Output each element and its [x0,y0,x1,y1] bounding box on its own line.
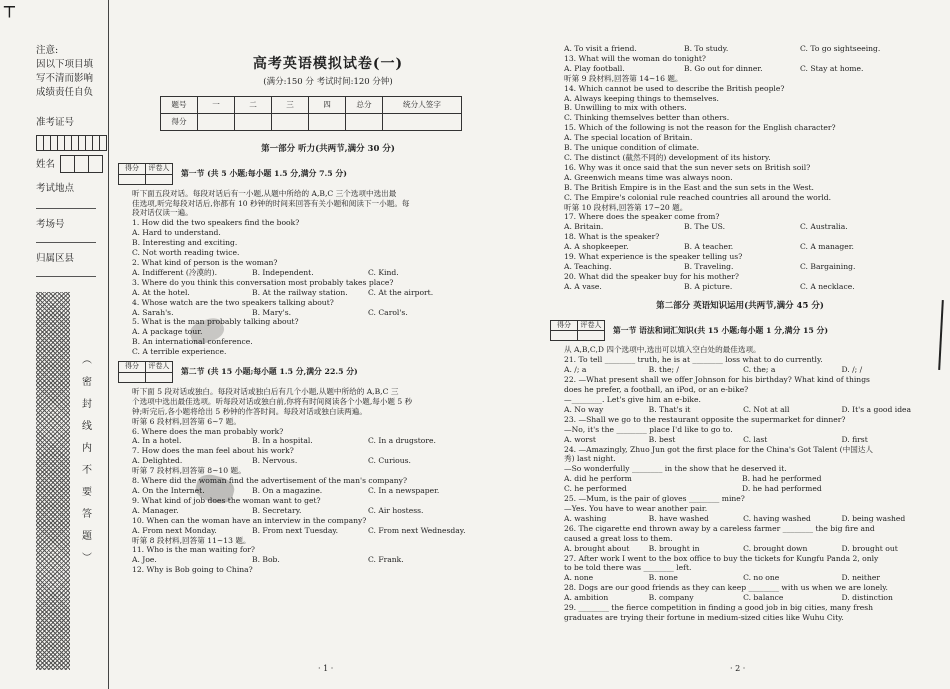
instruction-line: 听下面五段对话。每段对话后有一小题,从题中所给的 A,B,C 三个选项中选出最 [132,188,397,198]
question-line: 21. To tell ________ truth, he is at ________ loss what to do currently. [564,355,823,365]
question-line: C. A terrible experience. [132,347,227,357]
answer-option[interactable]: C. A necklace. [800,281,855,291]
instruction-line: 佳选项,听完每段对话后,你都有 10 秒钟的时间来回答有关小题和阅读下一小题。每 [132,198,410,208]
option-row [564,573,930,583]
option-row [132,555,538,565]
answer-option[interactable]: A. On the Internet. [132,486,205,495]
answer-option[interactable]: A. ambition [564,593,609,603]
answer-option[interactable]: C. Air hostess. [368,505,424,515]
part2-heading: 第二部分 英语知识运用(共两节,满分 45 分) [656,300,824,311]
option-row [564,242,930,252]
answer-option[interactable]: B. have washed [648,513,709,523]
seal-word: 线 [82,421,92,432]
answer-option[interactable]: C. the; a [743,365,776,375]
page-2 [550,44,930,623]
score-cell[interactable] [272,113,309,130]
score-table-row-label: 得分 [161,113,198,130]
question-line: A. The special location of Britain. [564,133,693,143]
grader-box[interactable] [118,163,173,185]
grader-score-label: 得分 [119,362,146,373]
question-line: B. Unwilling to mix with others. [564,103,687,113]
question-line: B. The unique condition of climate. [564,143,700,153]
option-row [132,506,538,516]
answer-option[interactable]: C. Australia. [800,222,848,232]
score-table-header: 二 [235,96,272,113]
question-line: 1. How did the two speakers find the book? [132,218,300,228]
answer-option[interactable]: B. From next Tuesday. [252,525,339,535]
answer-option[interactable]: B. On a magazine. [252,486,323,495]
answer-option[interactable]: D. It's a good idea [841,404,912,414]
question-line: does he prefer, a football, an iPod, or an e-bike? [564,385,749,395]
answer-option[interactable]: D. neither [841,573,880,583]
option-row [132,436,538,446]
score-table-header: 三 [272,96,309,113]
answer-option[interactable]: D. brought out [841,543,898,553]
grader-reviewer-cell[interactable] [578,331,605,341]
question-line: A. Hard to understand. [132,228,221,238]
question-line: 29. ________ the fierce competition in finding a good job in big cities, many fresh [564,603,873,613]
answer-option[interactable]: B. Go out for dinner. [684,63,763,73]
district-line[interactable] [36,276,96,277]
answer-option[interactable]: B. The US. [684,222,726,232]
question-line: C. The distinct (截然不同的) development of its history. [564,152,771,162]
instruction-line: 段对话仅读一遍。 [132,208,193,218]
answer-option[interactable]: C. balance [743,593,784,603]
score-table-header: 统分人签字 [383,96,462,113]
question-line: 27. After work I went to the box office to buy the tickets for Kungfu Panda 2, only [564,553,879,563]
question-line: 17. Where does the speaker come from? [564,212,720,222]
answer-option[interactable]: A. To visit a friend. [564,44,637,53]
question-line: 16. Why was it once said that the sun never sets on British soil? [564,162,811,172]
exam-title: 高考英语模拟试卷(一) [252,56,404,72]
answer-option[interactable]: B. brought in [648,543,700,553]
sec1-heading-line [118,163,538,185]
score-table [160,96,462,131]
answer-option[interactable]: C. At the airport. [368,287,434,297]
question-line: 23. —Shall we go to the restaurant opposite the supermarket for dinner? [564,414,846,424]
exam-room-label: 考场号 [36,219,65,230]
instruction-line: 钟;听完后,各小题将给出 5 秒钟的作答时间。每段对话或独白读两遍。 [132,406,367,416]
answer-option[interactable]: A. Manager. [132,505,179,515]
exam-room-line[interactable] [36,242,96,243]
answer-option[interactable]: D. distinction [841,593,893,603]
name-boxes[interactable] [60,155,102,173]
instruction-line: 个选项中选出最佳选项。听每段对话或独白前,你将有时间阅读各个小题,每小题 5 秒 [132,396,413,406]
pen-mark [938,300,944,370]
question-line: —Yes. You have to wear another pair. [564,503,708,513]
grader-reviewer-cell[interactable] [146,372,173,382]
question-line: B. Interesting and exciting. [132,238,238,248]
score-table-header: 总分 [346,96,383,113]
answer-option[interactable]: B. In a hospital. [252,436,313,446]
question-line: 3. Where do you think this conversation most probably takes place? [132,277,394,287]
seal-word: 答 [82,509,92,520]
answer-option[interactable]: A. Teaching. [564,261,612,271]
question-line: 听第 10 段材料,回答第 17~20 题。 [564,202,688,212]
corner-mark: ┬ [4,0,15,18]
answer-option[interactable]: A. At the hotel. [132,287,190,297]
sec1-questions [118,218,538,357]
question-line: 8. Where did the woman find the advertisement of the man's company? [132,476,408,486]
option-row [564,222,930,232]
seal-line-notice [80,350,94,570]
option-row [132,268,538,278]
question-line: A. Always keeping things to themselves. [564,93,719,103]
sec2-heading-line [118,361,538,383]
question-line: —No, it's the ________ place I'd like to go to. [564,424,733,434]
question-line: 15. Which of the following is not the reason for the English character? [564,123,836,133]
question-line: caused a great loss to them. [564,533,673,543]
score-cell[interactable] [235,113,272,130]
answer-option[interactable]: B. Independent. [252,267,314,277]
sec2-heading: 第二节 (共 15 小题;每小题 1.5 分,满分 22.5 分) [181,367,358,377]
option-row [564,435,930,445]
question-line: —So wonderfully ________ in the show that he deserved it. [564,464,787,474]
question-line: 11. Who is the man waiting for? [132,545,255,555]
answer-option[interactable]: D. he had performed [742,484,822,494]
option-row [564,405,930,415]
question-line: 4. Whose watch are the two speakers talking about? [132,297,334,307]
answer-option[interactable]: C. Frank. [368,555,404,565]
answer-option[interactable]: A. none [564,573,594,583]
option-row [132,486,538,496]
question-line: 听第 7 段材料,回答第 8~10 题。 [132,466,246,476]
answer-option[interactable]: A. In a hotel. [132,436,182,446]
answer-option[interactable]: C. From next Wednesday. [368,525,466,535]
seal-word: 不 [82,465,92,476]
answer-option[interactable]: A. Joe. [132,555,157,565]
part2-sec1-heading-line [550,320,930,342]
score-cell[interactable] [383,113,462,130]
option-row [564,64,930,74]
question-line: C. Not worth reading twice. [132,248,240,258]
answer-option[interactable]: D. /; / [841,365,863,375]
question-line: 18. What is the speaker? [564,232,660,242]
answer-option[interactable]: A. From next Monday. [132,525,217,535]
answer-option[interactable]: A. Sarah's. [132,307,174,317]
grader-score-cell[interactable] [551,331,578,341]
option-row [564,365,930,375]
option-row [132,288,538,298]
grader-score-label: 得分 [551,320,578,331]
score-table-header: 一 [198,96,235,113]
part2-sec1-heading: 第一节 语法和词汇知识(共 15 小题;每小题 1 分,满分 15 分) [613,325,829,335]
answer-option[interactable]: B. Traveling. [684,261,734,271]
name-label: 姓名 [36,159,56,170]
sec2-instructions [118,387,538,417]
page-number-2: · 2 · [730,664,746,673]
answer-option[interactable]: B. best [648,434,676,444]
option-row [132,526,538,536]
answer-option[interactable]: C. In a drugstore. [368,436,436,446]
page-1 [118,38,538,575]
answer-option[interactable]: A. brought about [564,543,630,553]
question-line: graduates are trying their fortune in medium-sized cities like Wuhu City. [564,612,844,622]
answer-option[interactable]: B. Nervous. [252,456,298,466]
answer-option[interactable]: A. Indifferent (冷漠的). [132,267,217,277]
option-row [564,484,930,494]
grader-reviewer-label: 评卷人 [578,320,605,331]
question-line: B. The British Empire is in the East and the sun sets in the West. [564,182,814,192]
question-line: 2. What kind of person is the woman? [132,257,278,267]
exam-subtitle: (满分:150 分 考试时间:120 分钟) [263,76,393,87]
answer-option[interactable]: C. In a newspaper. [368,486,440,495]
answer-option[interactable]: C. Bargaining. [800,261,856,271]
answer-option[interactable]: C. A manager. [800,242,854,252]
instruction-line: 听下面 5 段对话或独白。每段对话或独白后有几个小题,从题中所给的 A,B,C 三 [132,386,399,396]
answer-option[interactable]: B. At the railway station. [252,287,348,297]
grader-box[interactable] [118,361,173,383]
option-row [132,456,538,466]
score-table-header: 四 [309,96,346,113]
sec1-heading: 第一节 (共 5 小题;每小题 1.5 分,满分 7.5 分) [181,168,347,178]
answer-option[interactable]: C. last [743,434,768,444]
option-row [564,262,930,272]
question-line: B. An international conference. [132,337,253,347]
page-number-1: · 1 · [318,664,334,673]
question-line: 14. Which cannot be used to describe the British people? [564,83,785,93]
question-line: 秀) last night. [564,454,616,464]
question-line: 20. What did the speaker buy for his mother? [564,271,739,281]
question-line: to be told there was ________ left. [564,563,692,573]
answer-option[interactable]: A. A vase. [564,281,602,291]
answer-option[interactable]: B. Mary's. [252,307,292,317]
answer-option[interactable]: C. having washed [743,513,811,523]
answer-option[interactable]: B. none [648,573,678,583]
question-line: 听第 6 段材料,回答第 6~7 题。 [132,416,241,426]
question-line: 9. What kind of job does the woman want to get? [132,495,321,505]
option-row [132,308,538,318]
binding-margin [0,0,109,689]
notice [36,44,93,100]
answer-option[interactable]: C. Stay at home. [800,63,864,73]
option-row [564,474,930,484]
question-line: 28. Dogs are our good friends as they can keep ________ with us when we are lonely. [564,583,888,593]
question-line: 10. When can the woman have an interview in the company? [132,515,367,525]
answer-option[interactable]: B. the; / [648,365,679,375]
district-label: 归属区县 [36,253,75,264]
question-line: A. A package tour. [132,327,203,337]
question-line: 12. Why is Bob going to China? [132,565,253,575]
question-line: 7. How does the man feel about his work? [132,446,294,456]
option-row [564,44,930,54]
answer-option[interactable]: A. No way [564,404,604,414]
answer-option[interactable]: B. A picture. [684,281,733,291]
grader-reviewer-label: 评卷人 [146,362,173,373]
option-row [564,593,930,603]
notice-line: 成绩责任自负 [36,87,94,98]
seal-word: ︶ [82,553,92,564]
answer-option[interactable]: A. A shopkeeper. [564,242,629,252]
answer-option[interactable]: B. A teacher. [684,242,734,252]
notice-line: 写不清而影响 [36,73,94,84]
answer-option[interactable]: C. Carol's. [368,307,408,317]
question-line: 从 A,B,C,D 四个选项中,选出可以填入空白处的最佳选项。 [564,345,761,355]
seal-word: 封 [82,399,92,410]
answer-option[interactable]: C. To go sightseeing. [800,44,881,53]
question-line: 22. —What present shall we offer Johnson for his birthday? What kind of things [564,375,870,385]
answer-option[interactable]: A. Delighted. [132,456,183,466]
part1-heading: 第一部分 听力(共两节,满分 30 分) [261,143,395,154]
seal-word: 要 [82,487,92,498]
question-line: A. Greenwich means time was always noon. [564,172,733,182]
grader-box[interactable] [550,320,605,342]
question-line: 25. —Mum, is the pair of gloves ________ mine? [564,494,745,504]
notice-line: 注意: [36,45,59,56]
seal-word: ︵ [82,355,92,366]
answer-option[interactable]: A. Play football. [564,63,625,73]
question-line: C. The Empire's colonial rule reached countries all around the world. [564,192,832,202]
question-line: C. Thinking themselves better than others. [564,113,730,123]
answer-option[interactable]: B. company [648,593,694,603]
question-line: 19. What experience is the speaker telling us? [564,252,743,262]
answer-option[interactable]: D. being washed [841,513,906,523]
answer-option[interactable]: C. Kind. [368,267,399,277]
question-line: 6. Where does the man probably work? [132,426,284,436]
grader-score-cell[interactable] [119,174,146,184]
option-row [564,514,930,524]
question-line: 听第 8 段材料,回答第 11~13 题。 [132,535,251,545]
seal-word: 题 [82,531,92,542]
question-line: 5. What is the man probably talking about? [132,317,299,327]
answer-option[interactable]: B. That's it [648,404,691,414]
grader-reviewer-label: 评卷人 [146,163,173,174]
answer-option[interactable]: A. worst [564,434,596,444]
answer-option[interactable]: C. he performed [564,484,627,494]
option-row [564,544,930,554]
question-line: 24. —Amazingly, Zhuo Jun got the first place for the China's Got Talent (中国达人 [564,444,874,454]
exam-id-label: 准考证号 [36,117,75,128]
score-table-header: 题号 [161,96,198,113]
answer-option[interactable]: B. had he performed [742,474,822,484]
answer-option[interactable]: B. To study. [684,44,729,53]
answer-option[interactable]: A. washing [564,513,607,523]
answer-option[interactable]: A. did he perform [564,474,632,484]
sec2-questions [118,417,538,576]
question-line: 听第 9 段材料,回答第 14~16 题。 [564,73,683,83]
score-cell[interactable] [309,113,346,130]
grammar-questions [550,345,930,622]
exam-location-line[interactable] [36,208,96,209]
answer-option[interactable]: C. Not at all [743,404,790,414]
answer-option[interactable]: A. /; a [564,365,587,375]
sec1-instructions [118,189,538,219]
score-cell[interactable] [198,113,235,130]
grader-score-cell[interactable] [119,372,146,382]
question-line: —________. Let's give him an e-bike. [564,395,701,404]
question-line: 13. What will the woman do tonight? [564,53,706,63]
answer-option[interactable]: D. first [841,434,868,444]
answer-option[interactable]: C. Curious. [368,456,411,466]
exam-id-boxes[interactable] [36,135,106,151]
answer-option[interactable]: C. brought down [743,543,808,553]
answer-option[interactable]: B. Bob. [252,555,280,565]
answer-option[interactable]: C. no one [743,573,780,583]
exam-location-label: 考试地点 [36,183,75,194]
score-cell[interactable] [346,113,383,130]
seal-word: 密 [82,377,92,388]
listening-questions-continued [550,44,930,292]
grader-score-label: 得分 [119,163,146,174]
notice-line: 因以下项目填 [36,59,94,70]
seal-word: 内 [82,443,92,454]
option-row [564,282,930,292]
seal-hatch-strip [36,292,70,670]
grader-reviewer-cell[interactable] [146,174,173,184]
answer-option[interactable]: A. Britain. [564,222,604,232]
answer-option[interactable]: B. Secretary. [252,505,302,515]
question-line: 26. The cigarette end thrown away by a careless farmer ________ the big fire and [564,523,875,533]
